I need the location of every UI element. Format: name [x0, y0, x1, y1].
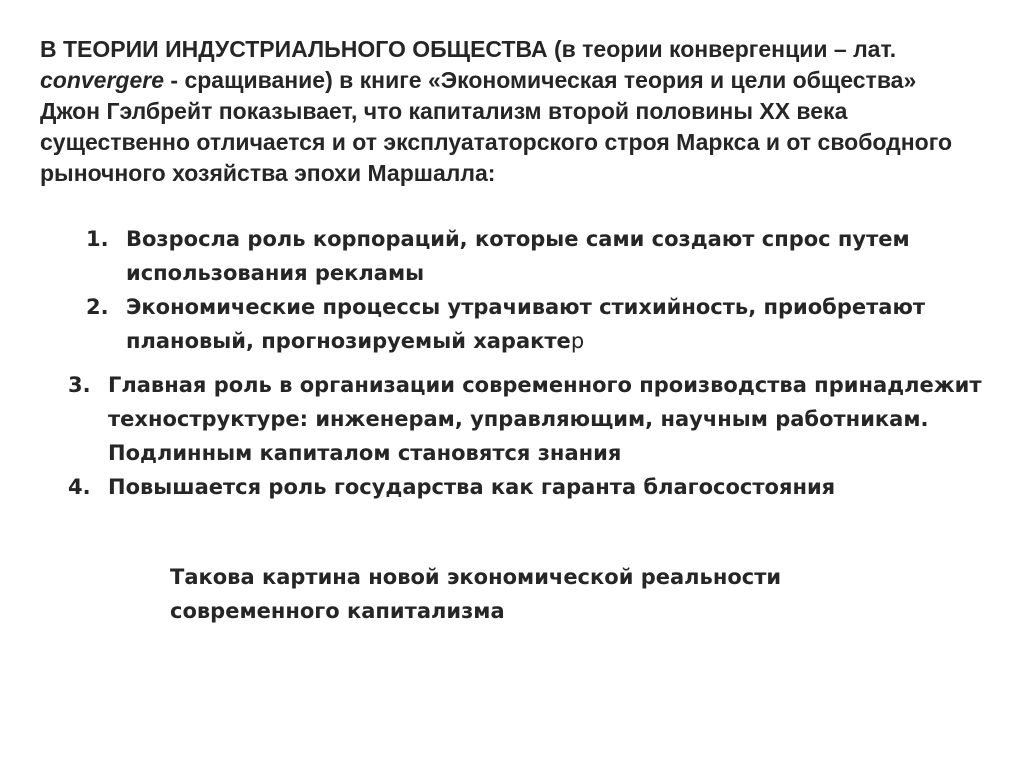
- list-item-3-number: 3.: [68, 373, 91, 397]
- feature-list-first: [86, 222, 966, 358]
- list-item-3: [68, 368, 1008, 470]
- intro-text-start: В ТЕОРИИ ИНДУСТРИАЛЬНОГО ОБЩЕСТВА (в теории конвергенции – лат.: [40, 36, 897, 62]
- list-item-1-number: 1.: [86, 227, 109, 251]
- intro-latin-term: convergere: [40, 67, 165, 93]
- list-item-1: [86, 222, 966, 290]
- list-item-1-text: Возросла роль корпораций, которые сами создают спрос путем использования рекламы: [126, 227, 910, 285]
- conclusion-text: Такова картина новой экономической реальности современного капитализма: [170, 565, 782, 623]
- list-item-3-text: Главная роль в организации современного производства принадлежит техноструктуре: инженерам, управляющим, научным работникам. Подлинным капиталом становятся знания: [108, 373, 982, 465]
- list-item-2-text-tail: р: [570, 329, 585, 353]
- list-item-2: [86, 290, 966, 358]
- list-item-2-text: Экономические процессы утрачивают стихийность, приобретают плановый, прогнозируемый характе: [126, 295, 926, 353]
- feature-list-second: [68, 368, 1008, 504]
- list-item-4-number: 4.: [68, 475, 91, 499]
- intro-text-end: - сращивание) в книге «Экономическая теория и цели общества» Джон Гэлбрейт показывает, что капитализм второй половины XX века существенно отличается и от эксплуататорского строя Маркса и от свободного рыночного хозяйства эпохи Маршалла:: [40, 67, 953, 186]
- intro-paragraph: [40, 34, 970, 189]
- list-item-4-text: Повышается роль государства как гаранта благосостояния: [108, 475, 836, 499]
- list-item-2-number: 2.: [86, 295, 109, 319]
- list-item-4: [68, 470, 1008, 504]
